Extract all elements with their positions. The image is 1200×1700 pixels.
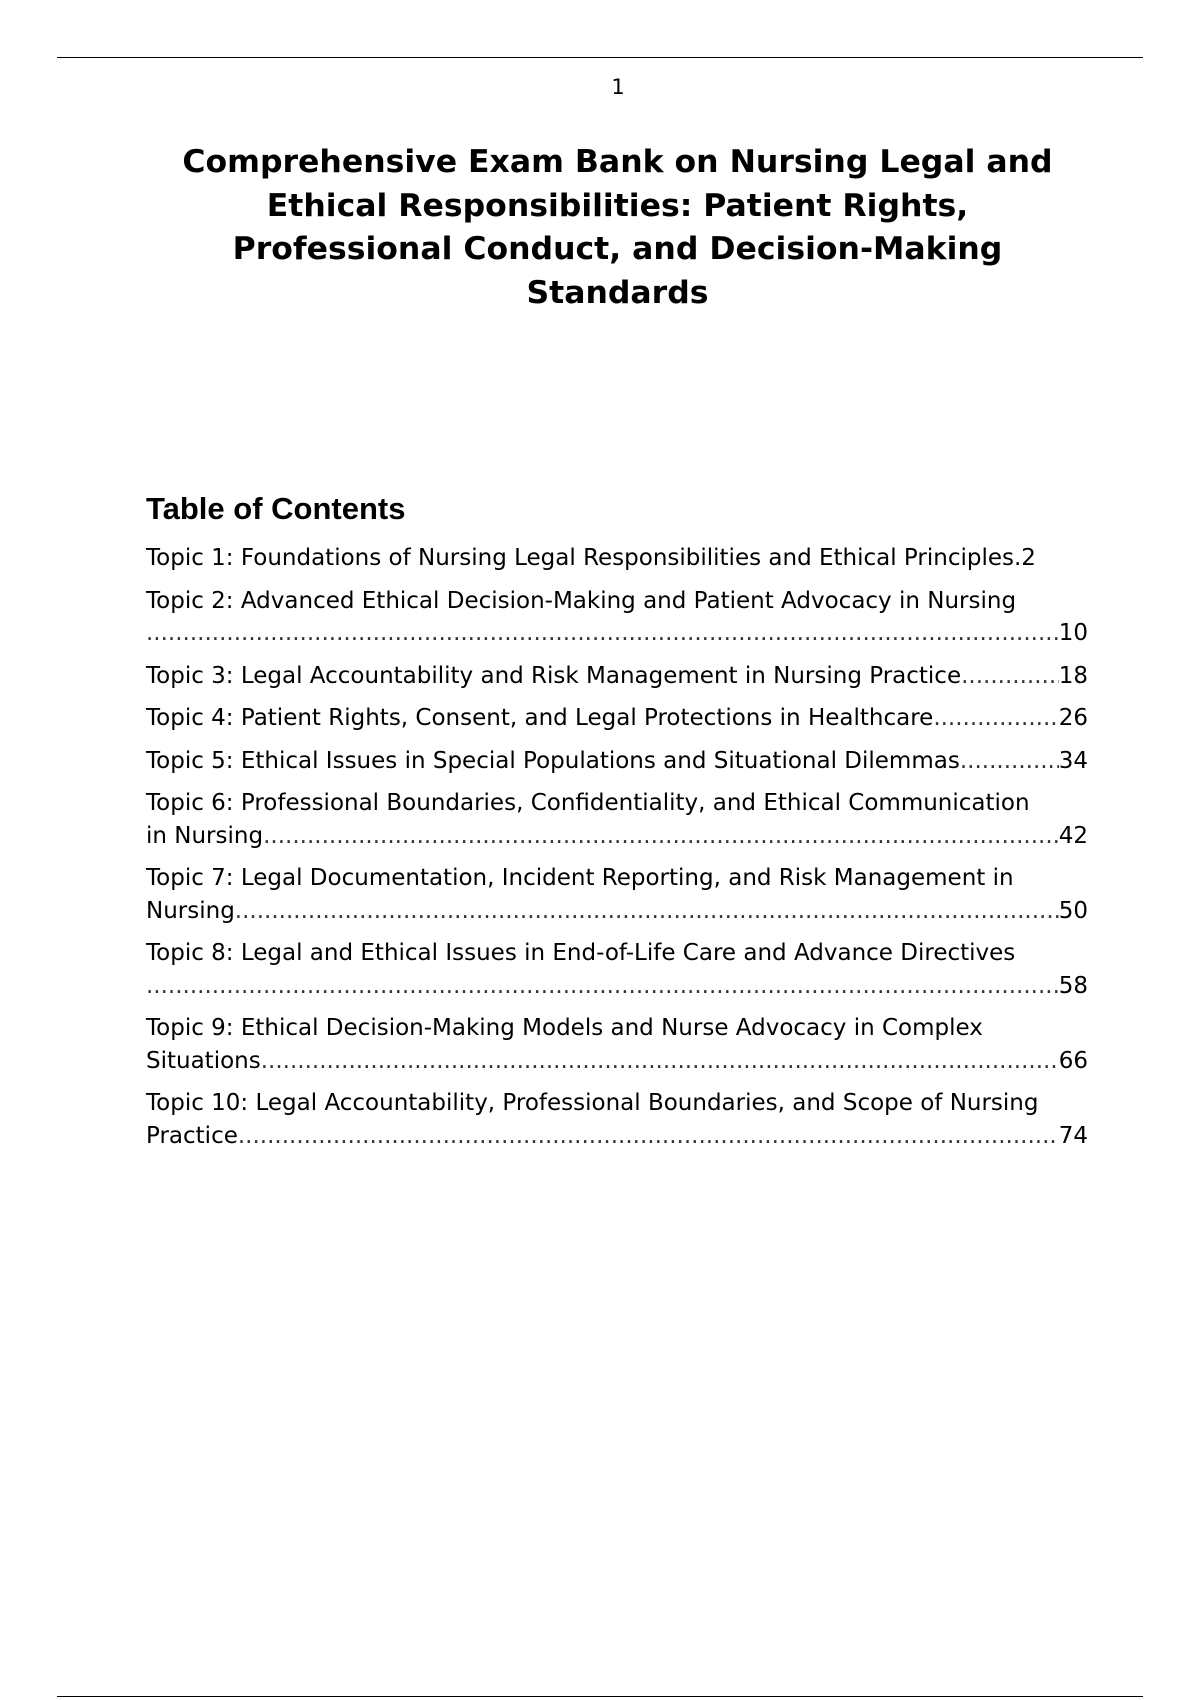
toc-entry-title: Topic 4: Patient Rights, Consent, and Legal Protections in Healthcare [146, 705, 934, 731]
toc-entry-title: Topic 8: Legal and Ethical Issues in End-of-Life Care and Advance Directives [146, 940, 1016, 966]
document-title: Comprehensive Exam Bank on Nursing Legal and Ethical Responsibilities: Patient Rights, Professional Conduct, and Decision-Making Standards [182, 144, 1053, 311]
dot-leader [960, 745, 1059, 778]
dot-leader [261, 1045, 1059, 1078]
dot-leader [933, 702, 1058, 735]
toc-entry-title: Topic 5: Ethical Issues in Special Populations and Situational Dilemmas [146, 747, 960, 774]
toc-entry[interactable] [146, 937, 1088, 1002]
toc-entry-page: 2 [1021, 545, 1036, 571]
toc-entry-page: 74 [1058, 1122, 1088, 1149]
toc-entry-title-cont: in Nursing [146, 822, 264, 849]
toc-entry-title: Topic 3: Legal Accountability and Risk Management in Nursing Practice [146, 662, 962, 689]
toc-entry-title-cont: Situations [146, 1047, 261, 1074]
toc-entry[interactable] [146, 660, 1088, 693]
toc-entry-page: 42 [1058, 822, 1088, 849]
toc-entry-page: 34 [1058, 747, 1088, 774]
toc-heading: Table of Contents [146, 491, 406, 526]
toc-entry[interactable] [146, 1087, 1088, 1152]
dot-leader [146, 617, 1059, 650]
toc-entry[interactable] [146, 745, 1088, 778]
footer-rule [57, 1696, 1143, 1697]
toc-entry-title: Topic 2: Advanced Ethical Decision-Making and Patient Advocacy in Nursing [146, 587, 1017, 614]
toc-entry-title-cont: Nursing [146, 897, 235, 924]
toc-entry-title: Topic 10: Legal Accountability, Professional Boundaries, and Scope of Nursing [146, 1090, 1039, 1116]
toc-entry-page: 26 [1058, 705, 1088, 731]
dot-leader [235, 895, 1059, 928]
dot-leader [961, 660, 1059, 693]
header-rule [57, 57, 1143, 58]
toc-entry[interactable] [146, 862, 1088, 927]
toc-entry-page: 58 [1058, 972, 1088, 999]
toc-entry-page: 66 [1058, 1047, 1088, 1074]
toc-entry[interactable] [146, 787, 1088, 852]
toc-entry-title-cont: Practice [146, 1122, 238, 1149]
toc-entry-title: Topic 9: Ethical Decision-Making Models and Nurse Advocacy in Complex [146, 1015, 983, 1041]
dot-leader [238, 1120, 1059, 1153]
toc-entry-page: 10 [1058, 620, 1088, 646]
toc-entry-title: Topic 6: Professional Boundaries, Confidentiality, and Ethical Communication [146, 790, 1030, 816]
dot-leader [146, 970, 1059, 1003]
toc-entry-page: 18 [1058, 662, 1088, 689]
toc-entry[interactable] [146, 1012, 1088, 1077]
table-of-contents [146, 542, 1088, 1162]
page-number: 1 [611, 75, 625, 99]
toc-entry[interactable] [146, 542, 1088, 575]
dot-leader [263, 820, 1059, 853]
toc-entry-title: Topic 7: Legal Documentation, Incident Reporting, and Risk Management in [146, 865, 1014, 891]
toc-entry-title: Topic 1: Foundations of Nursing Legal Responsibilities and Ethical Principles. [146, 545, 1022, 571]
toc-entry[interactable] [146, 585, 1088, 650]
toc-entry-page: 50 [1058, 897, 1088, 924]
toc-entry[interactable] [146, 702, 1088, 735]
